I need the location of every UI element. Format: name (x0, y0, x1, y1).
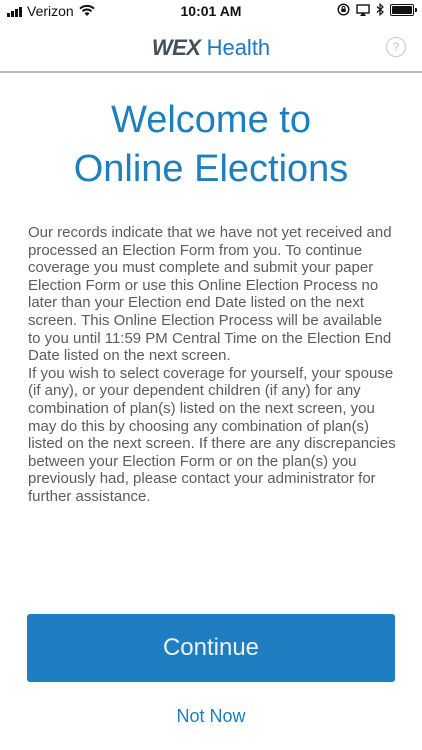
continue-button[interactable]: Continue (27, 614, 395, 682)
not-now-link[interactable]: Not Now (176, 706, 246, 726)
instructions-paragraph-1: Our records indicate that we have not yet received and processed an Election Form from you. To continue coverage you must complete and submit your paper Election Form or use this Online Election Process no later than your Election end Date listed on the next screen. This Online Election Process will be available to you until 11:59 PM Central Time on the Election End Date listed on the next screen. (28, 224, 392, 365)
page-title-line-1: Welcome to (111, 99, 311, 141)
election-instructions (28, 224, 396, 506)
help-icon: ? (392, 40, 400, 54)
page-title (0, 96, 422, 194)
screen-mirroring-icon (356, 4, 370, 16)
page-title-line-2: Online Elections (73, 148, 349, 190)
logo-product: Health (206, 35, 271, 60)
wex-health-logo (0, 35, 422, 61)
status-right (337, 3, 414, 16)
bluetooth-icon (376, 3, 384, 16)
rotation-lock-icon (337, 3, 350, 16)
status-bar (0, 0, 422, 24)
logo-brand: WEX (151, 35, 201, 60)
instructions-paragraph-2: If you wish to select coverage for yourself, your spouse (if any), or your dependent children (if any) for any combination of plan(s) listed on the next screen, you may do this by choosing any combination of plan(s) listed on the next screen. If there are any discrepancies between your Election Form or on the plan(s) you previously had, please contact your administrator for further assistance. (28, 364, 396, 505)
carrier-label: Verizon (27, 3, 74, 19)
help-button[interactable] (386, 37, 406, 57)
clock: 10:01 AM (180, 3, 242, 19)
nav-header (0, 24, 422, 73)
battery-icon (390, 4, 414, 16)
